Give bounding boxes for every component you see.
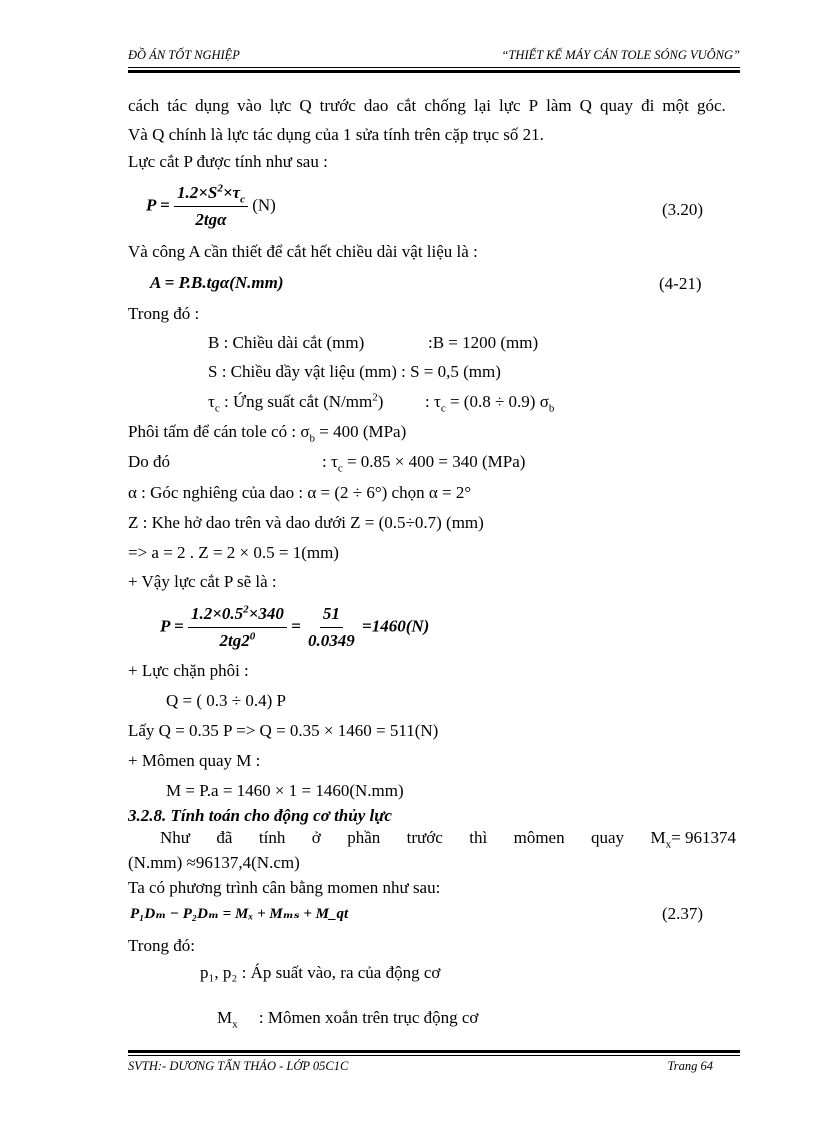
body-line-16: M = P.a = 1460 × 1 = 1460(N.mm) xyxy=(166,781,404,800)
eq-lhs: P = xyxy=(146,195,170,215)
word: làm xyxy=(546,96,572,115)
section-heading: 3.2.8. Tính toán cho động cơ thủy lực xyxy=(128,806,392,825)
eq-numerator: $1.2\times S^2\times\tau_c$ xyxy=(174,182,248,207)
where-line-1b: :B = 1200 (mm) xyxy=(428,333,539,352)
equation-p-result: P = $\frac{1.2\times 0.5^2\times 340}{2tg2^0}$ = $\frac{51}{0.0349}$ =1460(N) xyxy=(160,603,430,650)
word: lực xyxy=(269,96,292,115)
footer-rule-thin xyxy=(128,1055,740,1056)
word: quay xyxy=(591,828,625,847)
word: vào xyxy=(237,96,262,115)
word: cách xyxy=(128,96,160,115)
paragraph-line-3: Ta có phương trình cân bằng momen như sau: xyxy=(128,878,441,897)
word: Q xyxy=(299,96,312,115)
word: lại xyxy=(473,96,491,115)
eq-lhs: P = xyxy=(160,616,184,636)
word: lực xyxy=(499,96,521,115)
where-line-3-rhs: : $\tau_c = (0.8 \div 0.9)$ $\sigma_b$ xyxy=(425,392,555,415)
paragraph-line-6: $M_x$ : Mômen xoắn trên trục động cơ xyxy=(217,1008,479,1031)
equation-2-37: P₁Dₘ − P₂Dₘ = Mₓ + Mₘₛ + M_qt xyxy=(130,906,349,922)
word: góc. xyxy=(696,96,726,115)
eq-result: =1460(N) xyxy=(362,616,430,636)
paragraph-line-5: p₁, p₂ : Áp suất vào, ra của động cơ xyxy=(200,963,441,982)
equation-4-21: A = P.B.tgα(N.mm) xyxy=(150,273,284,292)
word: tính xyxy=(258,828,286,847)
body-line-14: Lấy Q = 0.35 P => Q = 0.35 × 1460 = 511(N) xyxy=(128,721,439,740)
body-line-5: Trong đó : xyxy=(128,304,200,323)
body-line-9: Z : Khe hở dao trên và dao dưới Z = (0.5÷0.7) (mm) xyxy=(128,513,484,532)
word: Q xyxy=(579,96,592,115)
body-line-10: => a = 2 . Z = 2 × 0.5 = 1(mm) xyxy=(128,543,339,562)
word: Như xyxy=(160,828,190,847)
paragraph-line-4: Trong đó: xyxy=(128,936,195,955)
body-line-13: Q = ( 0.3 ÷ 0.4) P xyxy=(166,691,286,710)
body-line-7b: : $\tau_c = 0.85 \times 400 = 340$ (MPa) xyxy=(322,452,526,475)
body-line-1 xyxy=(128,96,726,116)
word: quay xyxy=(600,96,634,115)
eq-unit: (N) xyxy=(252,195,276,215)
where-line-3: $\tau_c$ : Ứng suất cắt $(N/mm^2)$ xyxy=(208,391,384,415)
word: ở xyxy=(311,828,321,847)
header-rule-thick xyxy=(128,70,740,73)
word: P xyxy=(528,96,539,115)
header-right-title: “THIẾT KẾ MÁY CÁN TOLE SÓNG VUÔNG” xyxy=(501,48,740,62)
body-line-7a: Do đó xyxy=(128,452,171,471)
word: dao xyxy=(363,96,389,115)
body-line-6: Phôi tấm để cán tole có : $\sigma_b = 400$ (MPa) xyxy=(128,422,407,445)
word: mômen xyxy=(513,828,565,847)
eq-fraction-1: $\frac{1.2\times 0.5^2\times 340}{2tg2^0}$ xyxy=(188,603,287,652)
header-left-title: ĐỒ ÁN TỐT NGHIỆP xyxy=(128,48,240,62)
equation-number-3-20: (3.20) xyxy=(662,200,704,219)
body-line-8: α : Góc nghiêng của dao : α = (2 ÷ 6°) chọn α = 2° xyxy=(128,483,472,502)
word: chống xyxy=(424,96,466,115)
word: một xyxy=(662,96,689,115)
footer-left: SVTH:- DƯƠNG TẤN THẢO - LỚP 05C1C xyxy=(128,1059,349,1073)
eq-denominator: 2tgα xyxy=(195,210,227,229)
paragraph-line-1 xyxy=(160,828,736,851)
word: dụng xyxy=(195,96,230,115)
body-line-11: + Vậy lực cắt P sẽ là : xyxy=(128,572,277,591)
equation-number-2-37: (2.37) xyxy=(662,904,704,923)
page-header xyxy=(128,48,740,66)
footer-page-number: Trang 64 xyxy=(667,1059,713,1073)
body-line-3: Lực cắt P được tính như sau : xyxy=(128,152,328,171)
word: trước xyxy=(319,96,356,115)
where-line-1a: B : Chiều dài cắt (mm) xyxy=(208,333,365,352)
word: trước xyxy=(406,828,443,847)
word: tác xyxy=(167,96,188,115)
paragraph-line-2: (N.mm) ≈96137,4(N.cm) xyxy=(128,853,300,872)
equation-number-4-21: (4-21) xyxy=(659,274,702,293)
equation-3-20 xyxy=(146,182,276,231)
word: đi xyxy=(641,96,655,115)
eq-fraction-2: $\frac{51}{0.0349}$ xyxy=(308,604,355,650)
where-line-2: S : Chiều dầy vật liệu (mm) : S = 0,5 (mm) xyxy=(208,362,501,381)
word: phần xyxy=(347,828,381,847)
word: đã xyxy=(216,828,233,847)
word: cắt xyxy=(396,96,417,115)
word: thì xyxy=(469,828,488,847)
body-line-4: Và công A cần thiết để cắt hết chiều dài vật liệu là : xyxy=(128,242,478,261)
header-rule-thin xyxy=(128,67,740,68)
body-line-15: + Mômen quay M : xyxy=(128,751,261,770)
body-line-12: + Lực chặn phôi : xyxy=(128,661,249,680)
footer-rule-thick xyxy=(128,1050,740,1053)
page-footer xyxy=(128,1059,740,1077)
body-line-2: Và Q chính là lực tác dụng của 1 sửa tính trên cặp trục số 21. xyxy=(128,125,544,144)
word: $M_x= 961374$ xyxy=(650,828,736,851)
eq-fraction xyxy=(174,182,248,231)
